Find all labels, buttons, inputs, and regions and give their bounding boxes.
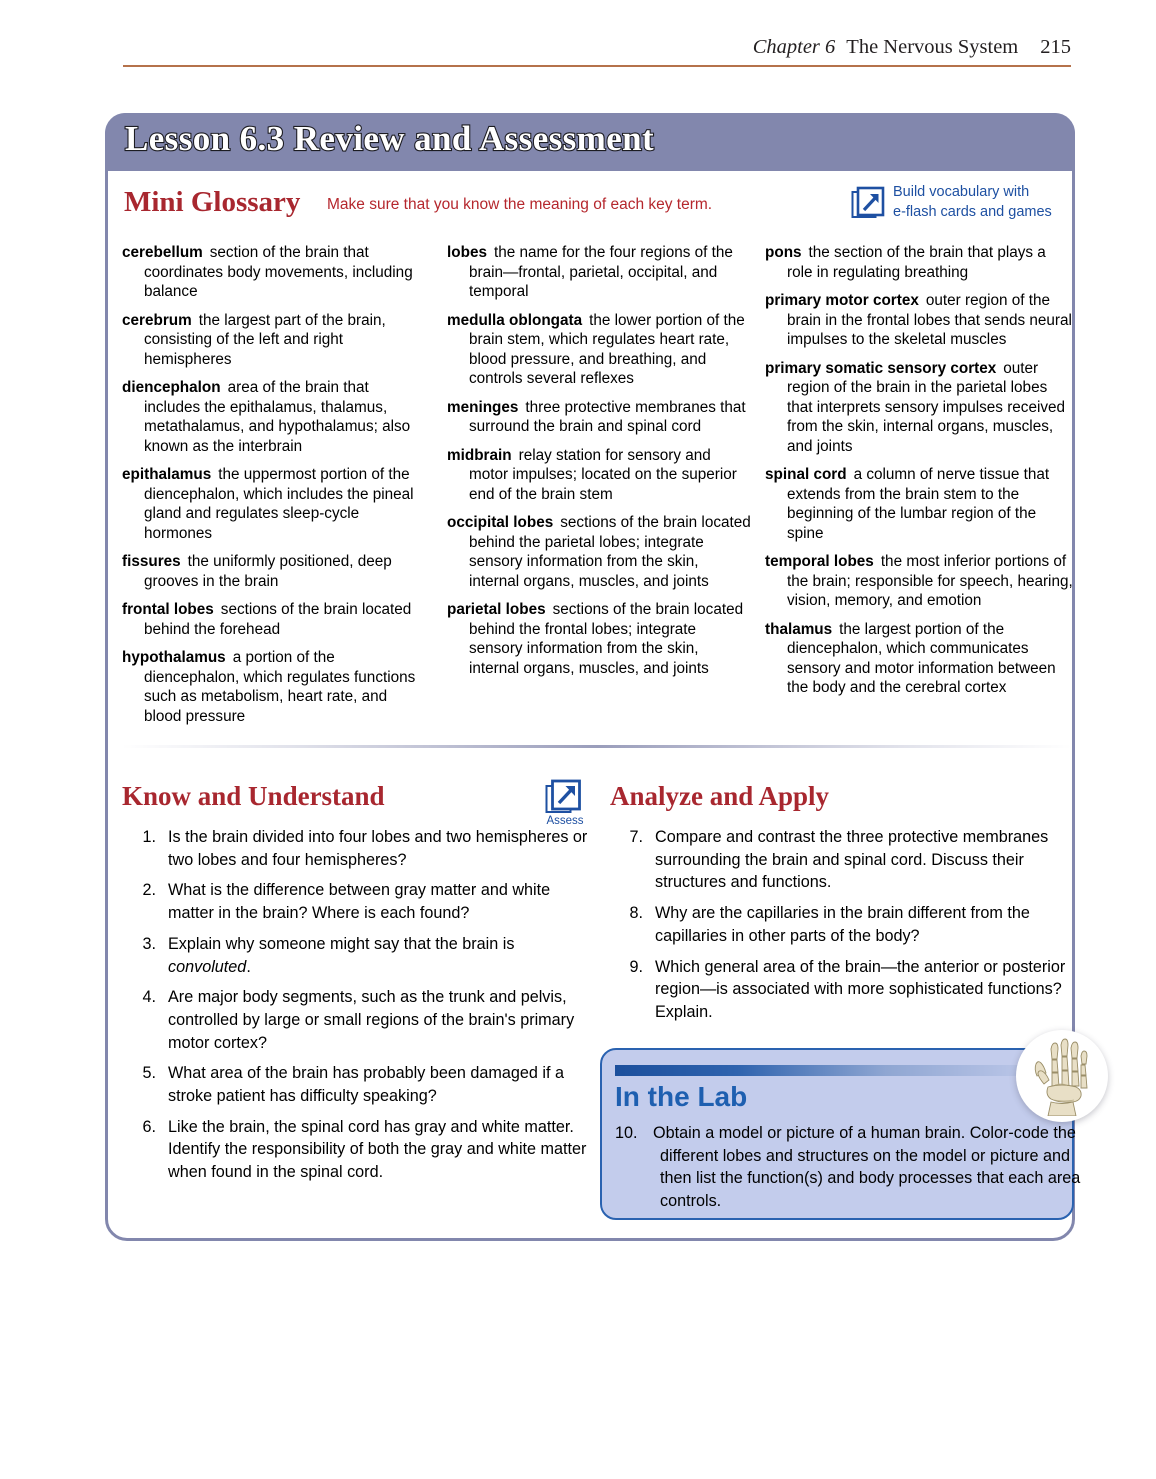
glossary-definition: the lower portion of the brain stem, which regulates heart rate, blood pressure, and breathing, and controls several reflexes [469, 311, 745, 387]
flashcards-arrow-icon [851, 185, 887, 221]
in-the-lab-item-number: 10. [615, 1124, 638, 1142]
glossary-definition: the largest portion of the diencephalon, which communicates sensory and motor information between the body and the cerebral cortex [787, 620, 1056, 696]
question-number: 9. [629, 957, 643, 976]
question-item [130, 1116, 590, 1184]
glossary-entry [765, 465, 1073, 543]
mini-glossary-heading: Mini Glossary [124, 186, 301, 218]
glossary-term: hypothalamus [122, 649, 226, 666]
section-divider [122, 745, 1072, 748]
glossary-term: diencephalon [122, 379, 221, 396]
glossary-definition: the uniformly positioned, deep grooves in the brain [144, 553, 392, 590]
in-the-lab-gradient-bar [615, 1065, 1052, 1076]
assess-arrow-icon [545, 778, 583, 816]
question-text: What area of the brain has probably been damaged if a stroke patient has difficulty speaking? [168, 1064, 564, 1106]
glossary-definition: the name for the four regions of the brain—frontal, parietal, occipital, and temporal [469, 244, 733, 300]
question-number: 6. [142, 1117, 156, 1136]
question-text: Which general area of the brain—the anterior or posterior region—is associated with more sophisticated functions? Explain. [655, 957, 1066, 1021]
question-item [130, 986, 590, 1054]
glossary-column-1 [122, 243, 427, 735]
glossary-term: cerebrum [122, 311, 192, 329]
question-number: 3. [142, 934, 156, 953]
glossary-entry [447, 600, 752, 678]
know-and-understand-heading: Know and Understand [122, 781, 385, 811]
glossary-term: frontal lobes [122, 601, 214, 618]
glossary-definition: the largest part of the brain, consisting of the left and right hemispheres [144, 311, 386, 368]
glossary-entry [122, 243, 427, 302]
glossary-definition: relay station for sensory and motor impulses; located on the superior end of the brain stem [469, 446, 737, 503]
glossary-entry [447, 311, 752, 389]
question-text: Explain why someone might say that the brain is convoluted. [168, 934, 515, 976]
glossary-definition: three protective membranes that surround the brain and spinal cord [469, 398, 746, 435]
eflash-callout[interactable] [851, 183, 1066, 227]
glossary-definition: a column of nerve tissue that extends from the brain stem to the beginning of the lumbar region of the spine [787, 466, 1050, 542]
glossary-term: meninges [447, 398, 519, 416]
glossary-entry [765, 243, 1073, 282]
question-item [617, 902, 1072, 947]
glossary-entry [122, 378, 427, 456]
running-head-title: The Nervous System [846, 36, 1019, 58]
assess-label: Assess [546, 815, 584, 827]
question-number: 2. [142, 881, 156, 900]
running-head-rule [123, 65, 1071, 67]
glossary-entry [122, 552, 427, 591]
glossary-entry [122, 465, 427, 543]
in-the-lab-item-text: Obtain a model or picture of a human brain. Color-code the different lobes and structures on the model or picture and then list the function(s) and body processes that each area controls. [653, 1124, 1081, 1211]
in-the-lab-heading: In the Lab [615, 1081, 748, 1112]
eflash-label [893, 183, 1052, 222]
glossary-entry [447, 446, 752, 505]
glossary-term: pons [765, 244, 802, 261]
glossary-entry [447, 513, 752, 591]
glossary-term: medulla oblongata [447, 311, 583, 329]
glossary-definition: area of the brain that includes the epithalamus, thalamus, metathalamus, and hypothalamus; also known as the interbrain [144, 379, 411, 455]
glossary-entry [447, 243, 752, 302]
hand-skeleton-icon [1016, 1030, 1108, 1122]
question-item [130, 933, 590, 978]
glossary-column-3 [765, 243, 1073, 707]
question-item [130, 879, 590, 924]
glossary-term: occipital lobes [447, 514, 554, 531]
question-text: What is the difference between gray matter and white matter in the brain? Where is each found? [168, 881, 551, 923]
question-number: 7. [629, 828, 643, 846]
glossary-definition: outer region of the brain in the parietal lobes that interprets sensory impulses received from the skin, internal organs, muscles, and joints [787, 359, 1066, 455]
assess-callout[interactable] [541, 778, 589, 828]
running-head [123, 36, 1071, 59]
lesson-banner [105, 113, 1075, 171]
glossary-term: temporal lobes [765, 553, 874, 570]
question-item [130, 1062, 590, 1107]
page-number: 215 [1040, 36, 1071, 58]
glossary-definition: sections of the brain located behind the parietal lobes; integrate sensory information from the skin, internal organs, muscles, and joints [469, 514, 751, 590]
eflash-line-2: e-flash cards and games [893, 203, 1052, 220]
question-text: Like the brain, the spinal cord has gray and white matter. Identify the responsibility of both the gray and white matter when found in the spinal cord. [168, 1117, 587, 1182]
question-text: Why are the capillaries in the brain different from the capillaries in other parts of the body? [655, 904, 1030, 945]
glossary-column-2 [447, 243, 752, 687]
glossary-term: parietal lobes [447, 601, 546, 618]
glossary-definition: sections of the brain located behind the frontal lobes; integrate sensory information from the skin, internal organs, muscles, and joints [469, 601, 744, 677]
know-and-understand-list [130, 826, 590, 1192]
glossary-entry [765, 552, 1073, 611]
glossary-term: epithalamus [122, 466, 212, 483]
question-number: 1. [142, 828, 156, 846]
running-head-chapter: Chapter 6 [752, 36, 836, 58]
glossary-term: primary somatic sensory cortex [765, 359, 997, 377]
in-the-lab-item [615, 1122, 1105, 1213]
lesson-banner-title: Lesson 6.3 Review and Assessment [125, 119, 655, 158]
glossary-definition: sections of the brain located behind the forehead [144, 601, 412, 638]
question-emphasis: convoluted [168, 957, 247, 976]
question-number: 4. [142, 988, 156, 1007]
glossary-term: spinal cord [765, 466, 847, 483]
glossary-entry [765, 291, 1073, 350]
glossary-entry [447, 398, 752, 437]
glossary-definition: section of the brain that coordinates body movements, including balance [144, 244, 413, 300]
question-number: 8. [629, 904, 643, 923]
question-text: Are major body segments, such as the trunk and pelvis, controlled by large or small regions of the brain's primary motor cortex? [168, 988, 575, 1052]
glossary-entry [122, 648, 427, 726]
glossary-definition: the uppermost portion of the diencephalon, which includes the pineal gland and regulates sleep-cycle hormones [144, 466, 414, 542]
glossary-entry [122, 600, 427, 639]
glossary-entry [765, 359, 1073, 457]
glossary-term: primary motor cortex [765, 292, 919, 309]
glossary-term: cerebellum [122, 244, 203, 261]
glossary-term: fissures [122, 553, 181, 570]
question-number: 5. [142, 1064, 156, 1083]
glossary-definition: the most inferior portions of the brain; responsible for speech, hearing, vision, memory, and emotion [787, 553, 1073, 609]
glossary-term: lobes [447, 244, 487, 261]
question-text: Compare and contrast the three protective membranes surrounding the brain and spinal cord. Discuss their structures and functions. [655, 828, 1049, 892]
question-text: Is the brain divided into four lobes and two hemispheres or two lobes and four hemispheres? [168, 828, 588, 869]
question-item [617, 956, 1072, 1024]
mini-glossary-subheading: Make sure that you know the meaning of each key term. [327, 196, 713, 213]
glossary-definition: outer region of the brain in the frontal lobes that sends neural impulses to the skeletal muscles [787, 292, 1072, 348]
glossary-entry [122, 311, 427, 370]
analyze-and-apply-list [617, 826, 1072, 1032]
analyze-and-apply-heading: Analyze and Apply [610, 781, 830, 811]
question-item [130, 826, 590, 871]
glossary-term: thalamus [765, 620, 833, 638]
glossary-definition: a portion of the diencephalon, which regulates functions such as metabolism, heart rate, and blood pressure [144, 649, 416, 725]
glossary-term: midbrain [447, 446, 512, 464]
question-item [617, 826, 1072, 894]
glossary-definition: the section of the brain that plays a role in regulating breathing [787, 244, 1046, 281]
eflash-line-1: Build vocabulary with [893, 184, 1030, 200]
glossary-entry [765, 620, 1073, 698]
